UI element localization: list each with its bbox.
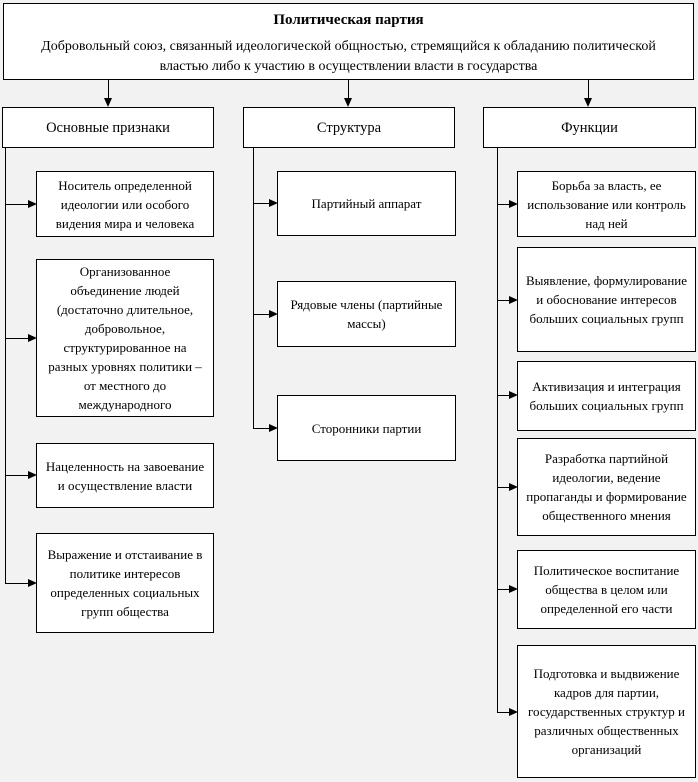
function-box-3: Активизация и интеграция больших социальных групп [517, 361, 696, 431]
connector-line [348, 80, 349, 99]
connector-line [253, 314, 270, 315]
diagram-definition: Добровольный союз, связанный идеологической общностью, стремящийся к обладанию политической властью либо к участию в осуществлении власти в государства [41, 39, 656, 74]
function-box-2: Выявление, формулирование и обоснование интересов больших социальных групп [517, 247, 696, 352]
feature-box-2: Организованное объединение людей (достаточно длительное, добровольное, структурированное на разных уровнях политики – от местного до международного [36, 259, 214, 417]
column-header-features: Основные признаки [2, 107, 214, 148]
connector-line [253, 428, 270, 429]
structure-box-3: Сторонники партии [277, 395, 456, 461]
feature-box-4: Выражение и отстаивание в политике интересов определенных социальных групп общества [36, 533, 214, 633]
connector-line [5, 204, 29, 205]
structure-box-1: Партийный аппарат [277, 171, 456, 236]
connector-line [497, 148, 498, 712]
connector-line [5, 338, 29, 339]
connector-line [5, 583, 29, 584]
feature-box-1: Носитель определенной идеологии или особого видения мира и человека [36, 171, 214, 237]
function-box-5: Политическое воспитание общества в целом или определенной его части [517, 550, 696, 629]
column-header-structure: Структура [243, 107, 455, 148]
connector-line [5, 475, 29, 476]
connector-line [108, 80, 109, 99]
feature-box-3: Нацеленность на завоевание и осуществление власти [36, 443, 214, 508]
function-box-6: Подготовка и выдвижение кадров для партии, государственных структур и различных общественных организаций [517, 645, 696, 778]
column-header-functions: Функции [483, 107, 696, 148]
arrow-down-icon [104, 98, 112, 107]
diagram-title: Политическая партия [273, 12, 424, 28]
arrow-down-icon [344, 98, 352, 107]
function-box-1: Борьба за власть, ее использование или контроль над ней [517, 171, 696, 237]
connector-line [5, 148, 6, 583]
root-concept-box [3, 3, 694, 80]
connector-line [253, 148, 254, 429]
structure-box-2: Рядовые члены (партийные массы) [277, 281, 456, 347]
connector-line [588, 80, 589, 99]
connector-line [253, 203, 270, 204]
function-box-4: Разработка партийной идеологии, ведение пропаганды и формирование общественного мнения [517, 438, 696, 536]
arrow-down-icon [584, 98, 592, 107]
